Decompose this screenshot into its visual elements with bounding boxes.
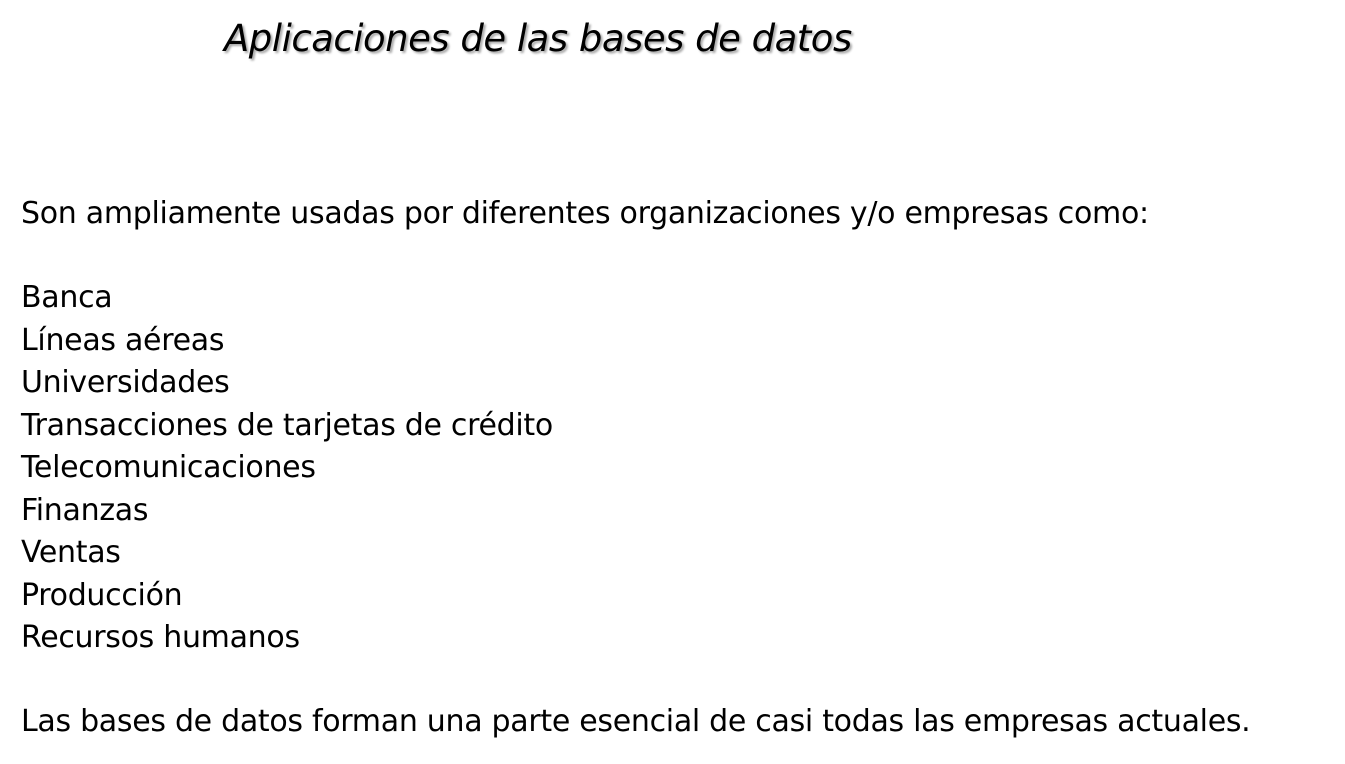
- list-item: Transacciones de tarjetas de crédito: [21, 407, 553, 443]
- conclusion-text: Las bases de datos forman una parte esencial de casi todas las empresas actuales.: [21, 704, 1251, 739]
- list-item: Producción: [21, 577, 183, 613]
- list-item: Telecomunicaciones: [21, 450, 316, 485]
- list-item: Ventas: [21, 535, 121, 570]
- list-item: Líneas aéreas: [21, 322, 225, 358]
- list-item: Banca: [21, 280, 113, 315]
- slide-title: Aplicaciones de las bases de datos: [224, 17, 852, 60]
- list-item: Finanzas: [21, 492, 149, 528]
- list-item: Universidades: [21, 365, 230, 400]
- application-list: [21, 277, 553, 660]
- list-item: Recursos humanos: [21, 620, 300, 655]
- intro-text: Son ampliamente usadas por diferentes organizaciones y/o empresas como:: [21, 196, 1149, 231]
